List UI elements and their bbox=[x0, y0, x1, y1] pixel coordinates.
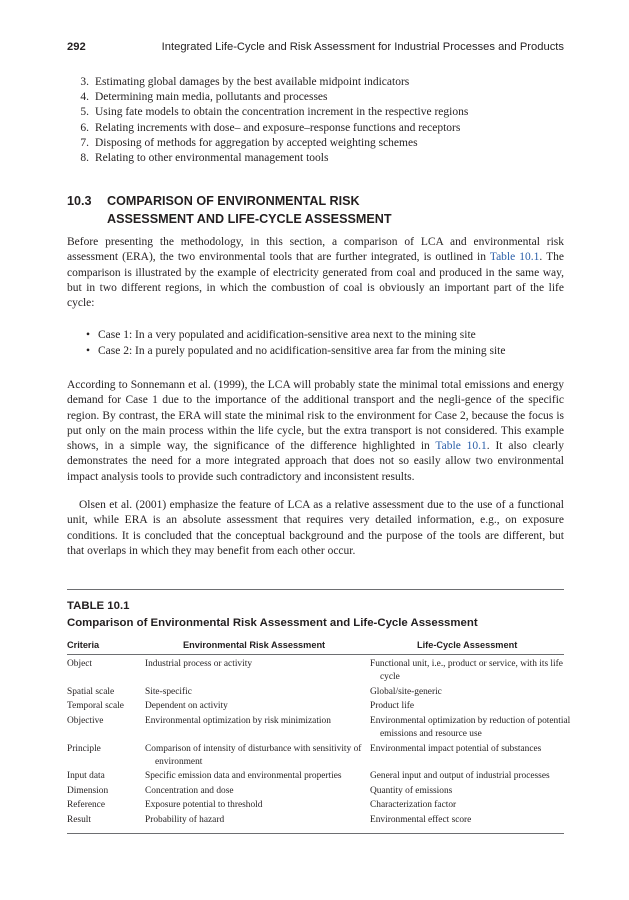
list-item bbox=[67, 136, 564, 151]
list-item bbox=[67, 105, 564, 120]
list-text: Disposing of methods for aggregation by accepted weighting schemes bbox=[95, 136, 418, 149]
table-bottom-rule bbox=[67, 833, 564, 834]
cell-criteria: Reference bbox=[67, 800, 105, 811]
list-number: 6. bbox=[80, 121, 89, 134]
table-row bbox=[67, 700, 564, 713]
cell-era: Exposure potential to threshold bbox=[145, 800, 263, 811]
table-caption: Comparison of Environmental Risk Assessment and Life-Cycle Assessment bbox=[67, 617, 478, 629]
bullet-text: Case 1: In a very populated and acidification-sensitive area next to the mining site bbox=[98, 329, 476, 341]
table-link[interactable]: Table 10.1 bbox=[489, 251, 540, 264]
table-label: TABLE 10.1 bbox=[67, 600, 130, 612]
section-title-line: COMPARISON OF ENVIRONMENTAL RISK bbox=[107, 194, 360, 208]
cell-era: Dependent on activity bbox=[145, 701, 228, 712]
table-row bbox=[67, 686, 564, 699]
list-item bbox=[67, 75, 564, 90]
body-paragraph: Olsen et al. (2001) emphasize the feature of LCA as a relative assessment due to the use of a functional unit, while ERA is an absolute assessment that requires very detailed information, e.g., on exposure conditions. It is concluded that the conceptual background and the purpose of the tools are different, but that overlaps in which they may benefit from each other occur. bbox=[67, 499, 564, 557]
list-text: Relating to other environmental management tools bbox=[95, 152, 329, 165]
body-paragraph bbox=[67, 378, 564, 485]
list-number: 3. bbox=[80, 76, 89, 88]
cell-criteria: Spatial scale bbox=[67, 686, 115, 697]
cell-era: Comparison of intensity of disturbance with sensitivity of environment bbox=[145, 743, 362, 767]
column-header-criteria: Criteria bbox=[67, 640, 100, 650]
list-number: 8. bbox=[80, 152, 89, 165]
bullet-icon: • bbox=[86, 329, 91, 341]
cell-criteria: Result bbox=[67, 814, 91, 825]
running-title: Integrated Life-Cycle and Risk Assessment for Industrial Processes and Products bbox=[161, 41, 564, 53]
table-row bbox=[67, 799, 564, 812]
list-number: 7. bbox=[80, 136, 89, 149]
cell-lca: Product life bbox=[370, 701, 415, 712]
list-text: Estimating global damages by the best available midpoint indicators bbox=[95, 76, 410, 88]
list-item bbox=[67, 90, 564, 105]
paragraph-text: Before presenting the methodology, in this section, a comparison of LCA and environmental risk assessment (ERA), the two environmental tools that are further integrated, is outlined in bbox=[67, 236, 564, 264]
section-title-line: ASSESSMENT AND LIFE-CYCLE ASSESSMENT bbox=[107, 212, 392, 226]
column-header-era: Environmental Risk Assessment bbox=[183, 640, 326, 650]
table-body bbox=[67, 658, 571, 828]
cell-lca: Quantity of emissions bbox=[370, 785, 453, 796]
cell-era: Environmental optimization by risk minimization bbox=[145, 715, 331, 726]
bullet-item bbox=[86, 343, 564, 359]
list-item bbox=[67, 151, 564, 166]
cell-lca: General input and output of industrial processes bbox=[370, 771, 550, 782]
table-top-rule bbox=[67, 589, 564, 590]
table-row bbox=[67, 770, 564, 783]
cell-era: Industrial process or activity bbox=[145, 659, 253, 669]
column-header-lca: Life-Cycle Assessment bbox=[417, 640, 518, 650]
list-item bbox=[67, 121, 564, 136]
table-row bbox=[67, 785, 564, 798]
cell-criteria: Objective bbox=[67, 715, 104, 726]
bullet-item bbox=[86, 327, 564, 343]
list-number: 5. bbox=[80, 106, 89, 119]
paragraph-text: . It also clearly demonstrates the need for a more integrated approach that does not so easily allow two environmental impact analysis tools to provide such contradictory and inconsistent results. bbox=[67, 440, 564, 483]
page-number: 292 bbox=[67, 41, 86, 53]
list-text: Using fate models to obtain the concentration increment in the respective regions bbox=[95, 106, 469, 119]
table-row bbox=[67, 715, 571, 742]
bullet-text: Case 2: In a purely populated and no acidification-sensitive area far from the mining site bbox=[98, 345, 506, 357]
table-row bbox=[67, 658, 564, 685]
bullet-icon: • bbox=[86, 345, 91, 357]
table-header-row bbox=[67, 640, 564, 654]
table-header-rule bbox=[67, 654, 564, 655]
cell-lca: Characterization factor bbox=[370, 800, 457, 811]
cell-era: Concentration and dose bbox=[145, 785, 234, 796]
list-text: Determining main media, pollutants and processes bbox=[95, 91, 328, 104]
cell-criteria: Object bbox=[67, 659, 92, 669]
cell-criteria: Temporal scale bbox=[67, 701, 124, 712]
cell-lca: Environmental effect score bbox=[370, 814, 472, 825]
list-number: 4. bbox=[80, 91, 89, 104]
body-paragraph bbox=[67, 235, 564, 311]
cell-criteria: Principle bbox=[67, 743, 101, 754]
table-row bbox=[67, 814, 564, 827]
cell-criteria: Input data bbox=[67, 771, 105, 782]
section-number: 10.3 bbox=[67, 194, 92, 208]
running-header bbox=[67, 41, 564, 57]
paragraph-text: . The comparison is illustrated by the example of electricity generated from coal and produced in the same way, but in two different regions, in which the combustion of coal is obviously an important part of the life cycle: bbox=[67, 251, 564, 310]
cell-lca: Environmental optimization by reduction of potential emissions and resource use bbox=[370, 715, 571, 740]
table-link[interactable]: Table 10.1 bbox=[435, 440, 487, 453]
numbered-list bbox=[67, 75, 564, 166]
cell-era: Site-specific bbox=[145, 686, 192, 697]
cell-era: Probability of hazard bbox=[145, 814, 225, 825]
cell-era: Specific emission data and environmental properties bbox=[145, 771, 342, 782]
table-row bbox=[67, 743, 564, 770]
cell-lca: Environmental impact potential of substances bbox=[370, 743, 542, 754]
paragraph-text: According to Sonnemann et al. (1999), the LCA will probably state the minimal total emissions and energy demand for Case 1 due to the importance of the additional transport and the negli-gence of the specific region. By contrast, the ERA will state the minimal risk to the environment for Case 2, because the focus is put only on the main process within the life cycle, but the extra transport is not considered. This example shows, in a simple way, the significance of the difference highlighted in bbox=[67, 379, 564, 453]
cell-lca: Global/site-generic bbox=[370, 686, 442, 697]
cell-criteria: Dimension bbox=[67, 785, 109, 796]
bullet-list bbox=[86, 327, 564, 359]
cell-lca: Functional unit, i.e., product or service, with its life cycle bbox=[370, 659, 563, 683]
list-text: Relating increments with dose– and exposure–response functions and receptors bbox=[95, 121, 461, 134]
section-title bbox=[107, 192, 527, 228]
